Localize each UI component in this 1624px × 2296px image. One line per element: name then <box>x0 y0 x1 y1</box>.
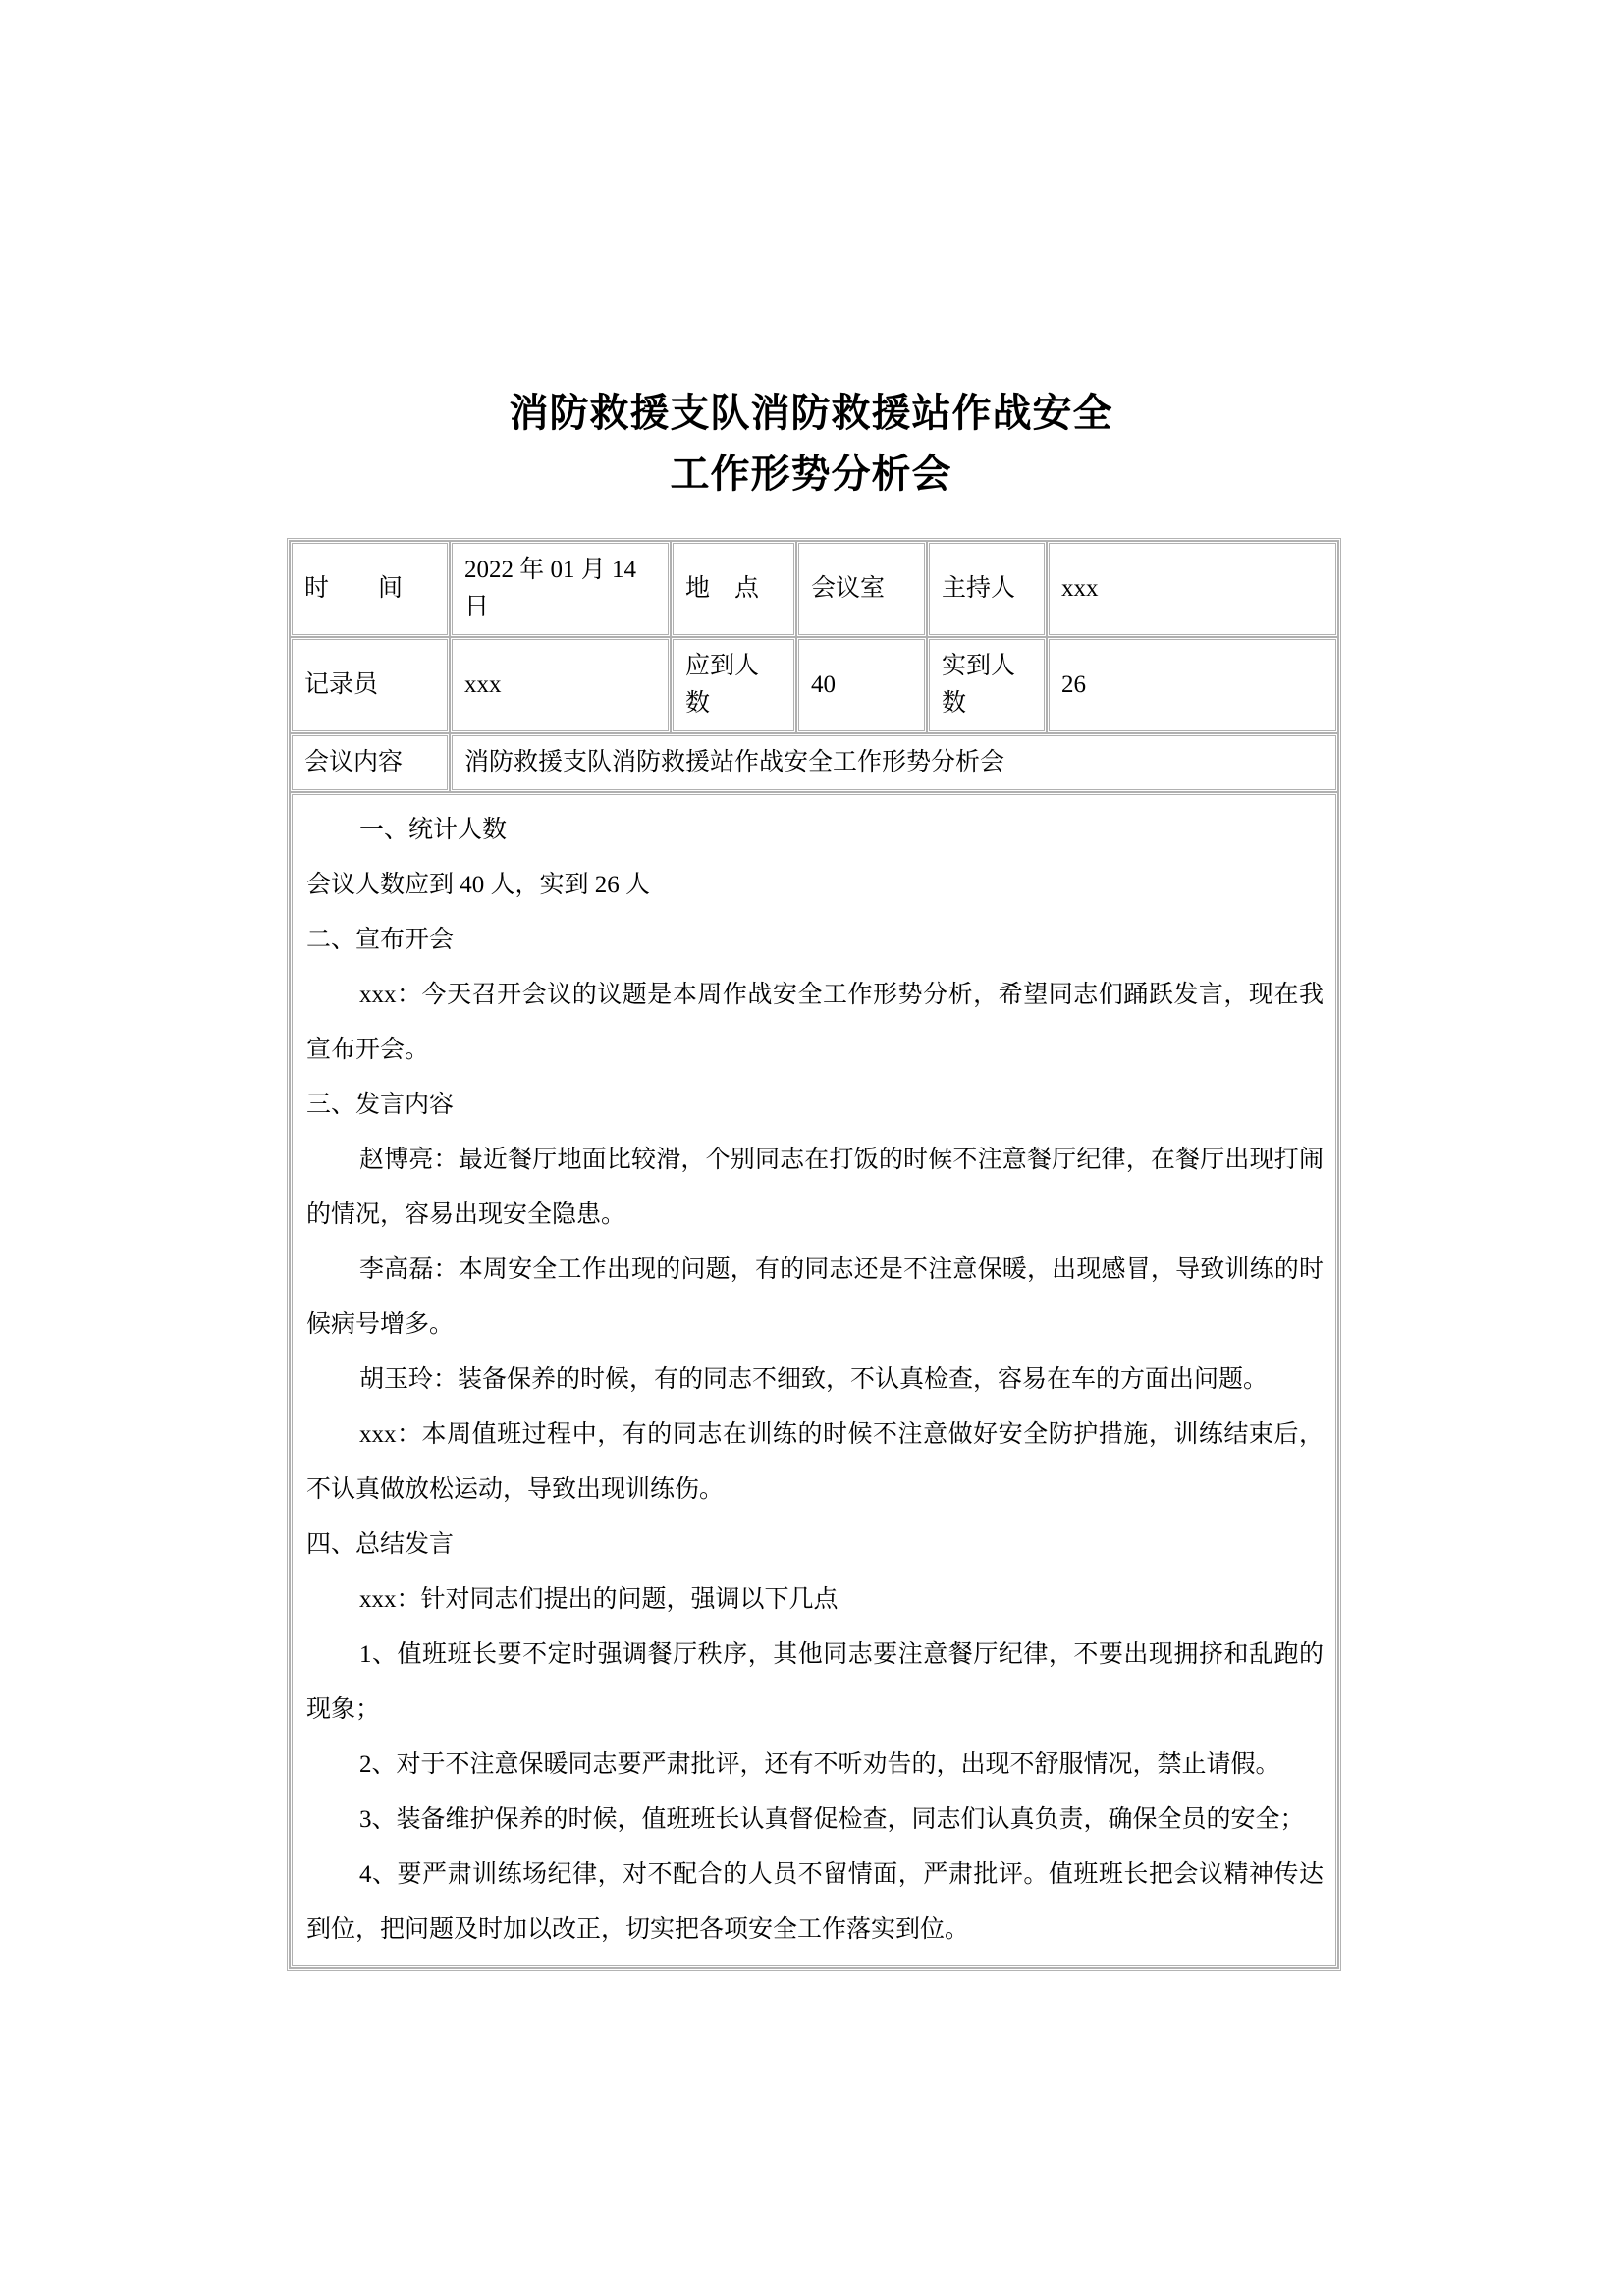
cell-value-actual-count: 26 <box>1047 637 1338 733</box>
cell-value-recorder: xxx <box>450 637 671 733</box>
cell-label-host: 主持人 <box>927 541 1047 637</box>
table-row <box>290 637 1338 733</box>
meeting-minutes-text <box>304 803 1324 1957</box>
minutes-paragraph: xxx：本周值班过程中，有的同志在训练的时候不注意做好安全防护措施，训练结束后，不认真做放松运动，导致出现训练伤。 <box>306 1421 1324 1503</box>
cell-value-time: 2022 年 01 月 14 日 <box>450 541 671 637</box>
minutes-paragraph: 1、值班班长要不定时强调餐厅秩序，其他同志要注意餐厅纪律，不要出现拥挤和乱跑的现象； <box>306 1641 1324 1723</box>
minutes-paragraph: 2、对于不注意保暖同志要严肃批评，还有不听劝告的，出现不舒服情况，禁止请假。 <box>359 1751 1280 1778</box>
title-line-2: 工作形势分析会 <box>670 452 952 496</box>
minutes-paragraph: 李高磊：本周安全工作出现的问题，有的同志还是不注意保暖，出现感冒，导致训练的时候病号增多。 <box>306 1256 1324 1338</box>
minutes-paragraph: 赵博亮：最近餐厅地面比较滑，个别同志在打饭的时候不注意餐厅纪律，在餐厅出现打闹的情况，容易出现安全隐患。 <box>306 1147 1324 1228</box>
minutes-paragraph: xxx：针对同志们提出的问题，强调以下几点 <box>359 1586 839 1613</box>
cell-label-expected-count: 应到人数 <box>671 637 796 733</box>
cell-label-recorder: 记录员 <box>290 637 450 733</box>
document-title <box>287 383 1335 505</box>
cell-meeting-minutes-body <box>290 792 1338 1968</box>
cell-label-time: 时 间 <box>290 541 450 637</box>
minutes-paragraph: 3、装备维护保养的时候，值班班长认真督促检查，同志们认真负责，确保全员的安全； <box>359 1806 1305 1833</box>
cell-label-location: 地 点 <box>671 541 796 637</box>
minutes-paragraph: 胡玉玲：装备保养的时候，有的同志不细致，不认真检查，容易在车的方面出问题。 <box>359 1366 1269 1393</box>
minutes-paragraph: 一、统计人数 <box>359 817 508 843</box>
cell-value-meeting-content: 消防救援支队消防救援站作战安全工作形势分析会 <box>450 733 1338 792</box>
cell-value-expected-count: 40 <box>796 637 927 733</box>
minutes-paragraph: xxx：今天召开会议的议题是本周作战安全工作形势分析，希望同志们踊跃发言，现在我宣布开会。 <box>306 982 1324 1063</box>
cell-label-actual-count: 实到人数 <box>927 637 1047 733</box>
cell-value-location: 会议室 <box>796 541 927 637</box>
title-line-1: 消防救援支队消防救援站作战安全 <box>509 391 1113 435</box>
table-row <box>290 541 1338 637</box>
table-row-body <box>290 792 1338 1968</box>
cell-label-meeting-content: 会议内容 <box>290 733 450 792</box>
minutes-paragraph: 四、总结发言 <box>306 1531 455 1558</box>
minutes-paragraph: 会议人数应到 40 人，实到 26 人 <box>306 872 651 898</box>
cell-value-host: xxx <box>1047 541 1338 637</box>
meeting-record-table <box>287 538 1341 1971</box>
minutes-paragraph: 三、发言内容 <box>306 1092 455 1118</box>
meeting-record-table-wrapper <box>287 538 1335 1971</box>
table-row <box>290 733 1338 792</box>
minutes-paragraph: 4、要严肃训练场纪律，对不配合的人员不留情面，严肃批评。值班班长把会议精神传达到位，把问题及时加以改正，切实把各项安全工作落实到位。 <box>306 1861 1324 1943</box>
minutes-paragraph: 二、宣布开会 <box>306 927 455 953</box>
